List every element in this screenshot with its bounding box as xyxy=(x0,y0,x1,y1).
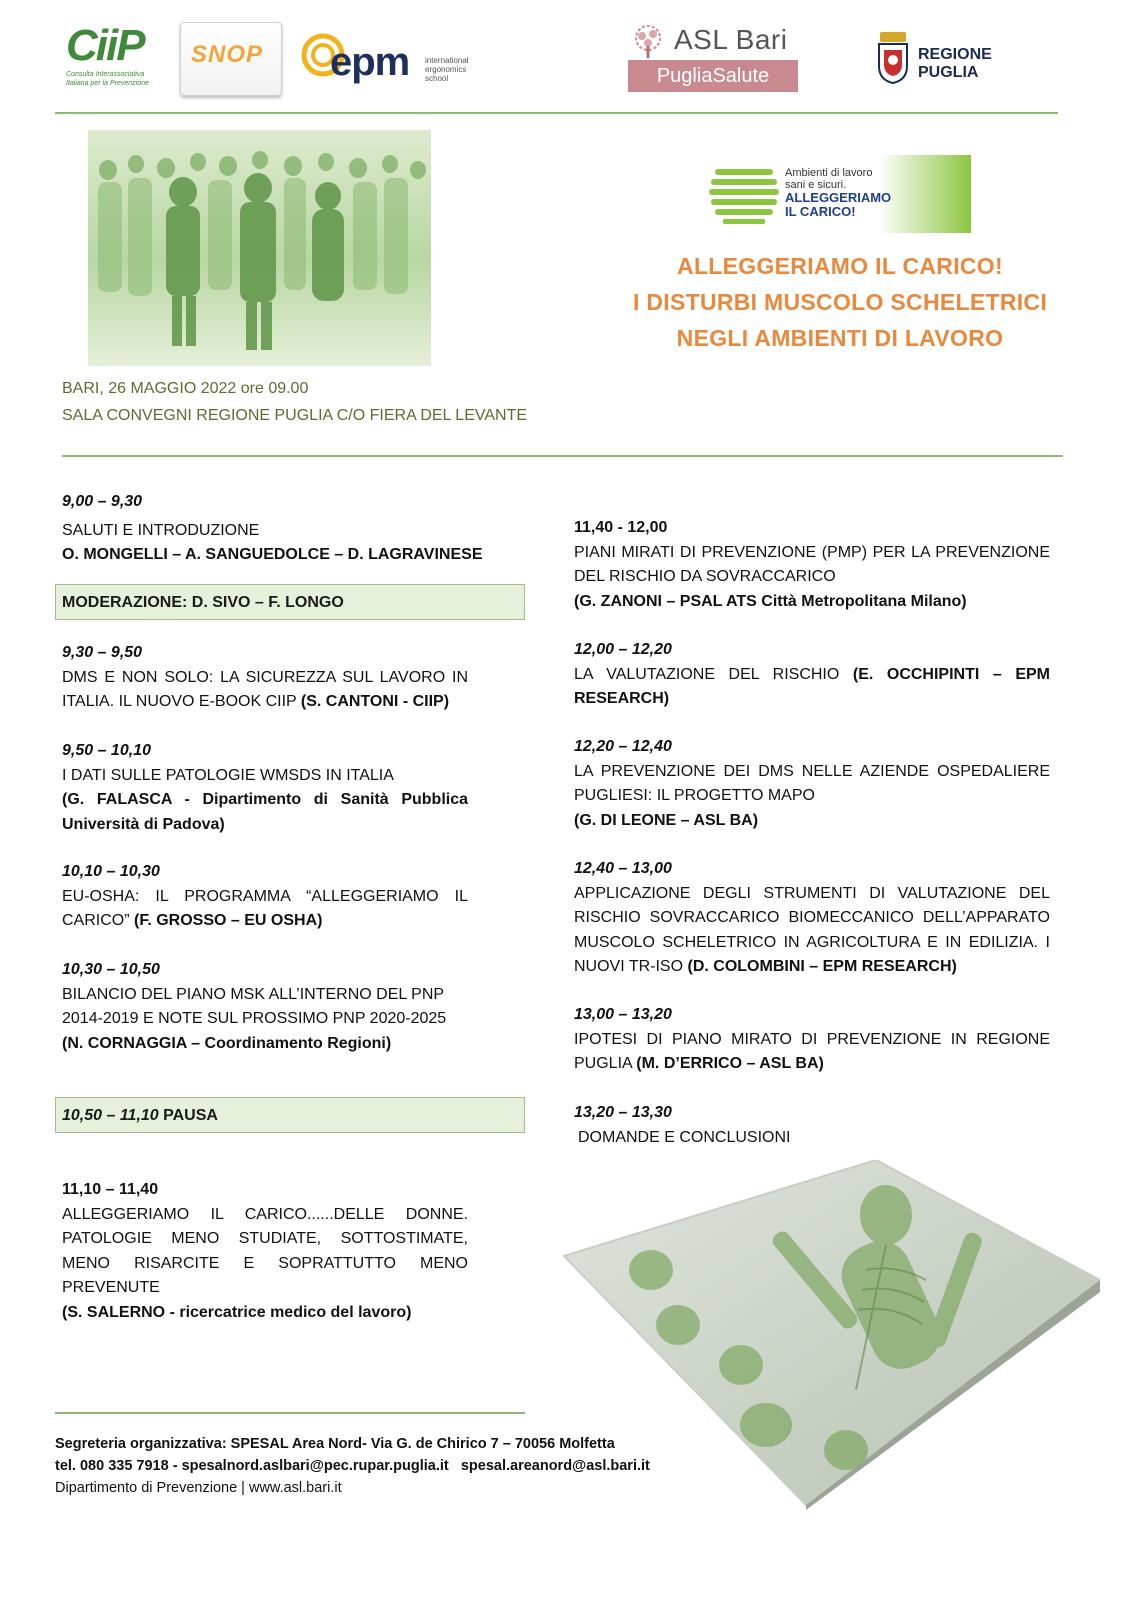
ciip-sub-line: Consulta Interassociativa xyxy=(66,71,145,78)
program-item xyxy=(574,1101,1050,1150)
epm-sub-line: international xyxy=(425,56,469,65)
pause-label: PAUSA xyxy=(163,1107,218,1124)
program-time: 12,20 – 12,40 xyxy=(574,738,672,755)
program-text: DMS E NON SOLO: LA SICUREZZA SUL LAVORO IN ITALIA. IL NUOVO E-BOOK CIIP xyxy=(62,668,468,710)
ciip-logo-word: CiiP xyxy=(66,21,144,70)
campaign-banner-text xyxy=(785,167,891,219)
program-item xyxy=(62,958,468,1056)
campaign-banner xyxy=(707,155,971,233)
regione-line: REGIONE xyxy=(918,46,992,63)
banner-line: sani e sicuri. xyxy=(785,179,847,191)
program-text: IPOTESI DI PIANO MIRATO DI PREVENZIONE IN REGIONE PUGLIA xyxy=(574,1030,1050,1072)
program-speakers: (G. ZANONI – PSAL ATS Città Metropolitana Milano) xyxy=(574,592,967,610)
footer-contact-pec[interactable]: tel. 080 335 7918 - spesalnord.aslbari@pec.rupar.puglia.it xyxy=(55,1458,449,1474)
page-title xyxy=(600,248,1080,356)
program-time: 13,20 – 13,30 xyxy=(574,1104,672,1121)
footer-department: Dipartimento di Prevenzione | www.asl.bari.it xyxy=(55,1480,342,1496)
program-text: PIANI MIRATI DI PREVENZIONE (PMP) PER LA PREVENZIONE DEL RISCHIO DA SOVRACCARICO xyxy=(574,543,1050,585)
program-text: LA VALUTAZIONE DEL RISCHIO xyxy=(574,665,840,683)
asl-logo-band: PugliaSalute xyxy=(628,60,798,92)
epm-logo-word: epm xyxy=(330,40,410,84)
coat-of-arms-icon xyxy=(876,30,910,84)
program-speakers: O. MONGELLI – A. SANGUEDOLCE – D. LAGRAVINESE xyxy=(62,546,483,563)
program-text: EU-OSHA: IL PROGRAMMA “ALLEGGERIAMO IL CARICO” xyxy=(62,887,468,929)
asl-logo-title: ASL Bari xyxy=(674,24,788,55)
program-time: 10,10 – 10,30 xyxy=(62,863,160,880)
program-text: ALLEGGERIAMO IL CARICO......DELLE DONNE. PATOLOGIE MENO STUDIATE, SOTTOSTIMATE, MENO RISARCITE E SOPRATTUTTO MENO PREVENUTE xyxy=(62,1205,468,1296)
epm-logo xyxy=(300,28,490,88)
title-line: I DISTURBI MUSCOLO SCHELETRICI xyxy=(632,289,1048,315)
footer-divider xyxy=(55,1412,525,1414)
program-speakers: (N. CORNAGGIA – Coordinamento Regioni) xyxy=(62,1034,392,1052)
regione-puglia-logo xyxy=(876,30,996,86)
event-date: BARI, 26 MAGGIO 2022 ore 09.00 xyxy=(62,380,309,397)
program-time: 9,30 – 9,50 xyxy=(62,644,143,661)
program-speakers: (S. SALERNO - ricercatrice medico del lavoro) xyxy=(62,1303,412,1321)
program-speakers: (G. FALASCA - Dipartimento di Sanità Pubblica Università di Padova) xyxy=(62,791,468,833)
banner-line-bold: IL CARICO! xyxy=(785,204,856,219)
header-divider xyxy=(55,112,1058,114)
program-time: 11,10 – 11,40 xyxy=(62,1181,159,1198)
workers-march-image xyxy=(88,130,431,366)
program-item xyxy=(62,490,483,568)
program-item xyxy=(574,516,1050,614)
program-item xyxy=(574,857,1050,980)
program-speakers: (G. DI LEONE – ASL BA) xyxy=(574,811,759,829)
regione-puglia-text xyxy=(918,46,992,82)
program-text: APPLICAZIONE DEGLI STRUMENTI DI VALUTAZIONE DEL RISCHIO SOVRACCARICO BIOMECCANICO DELL’APPARATO MUSCOLO SCHELETRICO IN AGRICOLTURA E IN EDILIZIA. I NUOVI TR-ISO xyxy=(574,884,1050,975)
title-line: ALLEGGERIAMO IL CARICO! xyxy=(677,253,1003,279)
program-time: 9,00 – 9,30 xyxy=(62,493,143,510)
pause-box xyxy=(55,1097,525,1133)
banner-line-bold: ALLEGGERIAMO xyxy=(785,190,892,205)
program-item xyxy=(62,860,468,934)
snop-logo-word: SNOP xyxy=(191,41,264,68)
moderation-box: MODERAZIONE: D. SIVO – F. LONGO xyxy=(55,584,525,620)
program-item xyxy=(574,735,1050,833)
program-text: SALUTI E INTRODUZIONE xyxy=(62,521,260,539)
ciip-logo-subtitle xyxy=(66,70,162,88)
ciip-sub-line: Italiana per la Prevenzione xyxy=(66,80,149,87)
program-time: 12,00 – 12,20 xyxy=(574,641,672,658)
banner-line: Ambienti di lavoro xyxy=(785,167,873,179)
footer xyxy=(55,1433,650,1499)
program-speakers: (M. D’ERRICO – ASL BA) xyxy=(636,1055,824,1072)
section-divider xyxy=(62,455,1063,457)
program-time: 9,50 – 10,10 xyxy=(62,742,151,759)
program-item xyxy=(62,1178,468,1325)
regione-line: PUGLIA xyxy=(918,64,979,81)
pause-time: 10,50 – 11,10 xyxy=(62,1107,159,1124)
program-text: DOMANDE E CONCLUSIONI xyxy=(578,1128,791,1146)
program-speakers: (E. OCCHIPINTI – EPM RESEARCH) xyxy=(574,665,1050,707)
epm-sub-line: ergonomics xyxy=(425,65,467,74)
epm-logo-subtitle xyxy=(425,56,469,83)
title-line: NEGLI AMBIENTI DI LAVORO xyxy=(676,325,1004,351)
program-text: LA PREVENZIONE DEI DMS NELLE AZIENDE OSPEDALIERE PUGLIESI: IL PROGETTO MAPO xyxy=(574,762,1050,804)
program-speakers: (D. COLOMBINI – EPM RESEARCH) xyxy=(687,958,957,975)
program-speakers: (S. CANTONI - CIIP) xyxy=(300,693,450,710)
program-item xyxy=(574,638,1050,712)
program-speakers: (F. GROSSO – EU OSHA) xyxy=(134,912,323,929)
ciip-logo xyxy=(66,21,162,87)
footer-contact-email[interactable]: spesal.areanord@asl.bari.it xyxy=(460,1458,650,1474)
tree-icon xyxy=(628,24,668,60)
program-time: 11,40 - 12,00 xyxy=(574,519,668,536)
asl-bari-logo xyxy=(628,22,798,94)
program-text: I DATI SULLE PATOLOGIE WMSDS IN ITALIA xyxy=(62,766,394,784)
snop-logo xyxy=(180,22,282,96)
footer-secretariat: Segreteria organizzativa: SPESAL Area Nord- Via G. de Chirico 7 – 70056 Molfetta xyxy=(55,1436,615,1452)
program-time: 10,30 – 10,50 xyxy=(62,961,160,978)
program-item xyxy=(574,1003,1050,1077)
program-item xyxy=(62,641,468,715)
event-venue: SALA CONVEGNI REGIONE PUGLIA C/O FIERA DEL LEVANTE xyxy=(62,407,528,424)
program-item xyxy=(62,739,468,837)
epm-sub-line: school xyxy=(425,74,449,83)
program-text: BILANCIO DEL PIANO MSK ALL’INTERNO DEL PNP 2014-2019 E NOTE SUL PROSSIMO PNP 2020-2025 xyxy=(62,985,447,1027)
program-time: 13,00 – 13,20 xyxy=(574,1006,672,1023)
program-time: 12,40 – 13,00 xyxy=(574,860,672,877)
